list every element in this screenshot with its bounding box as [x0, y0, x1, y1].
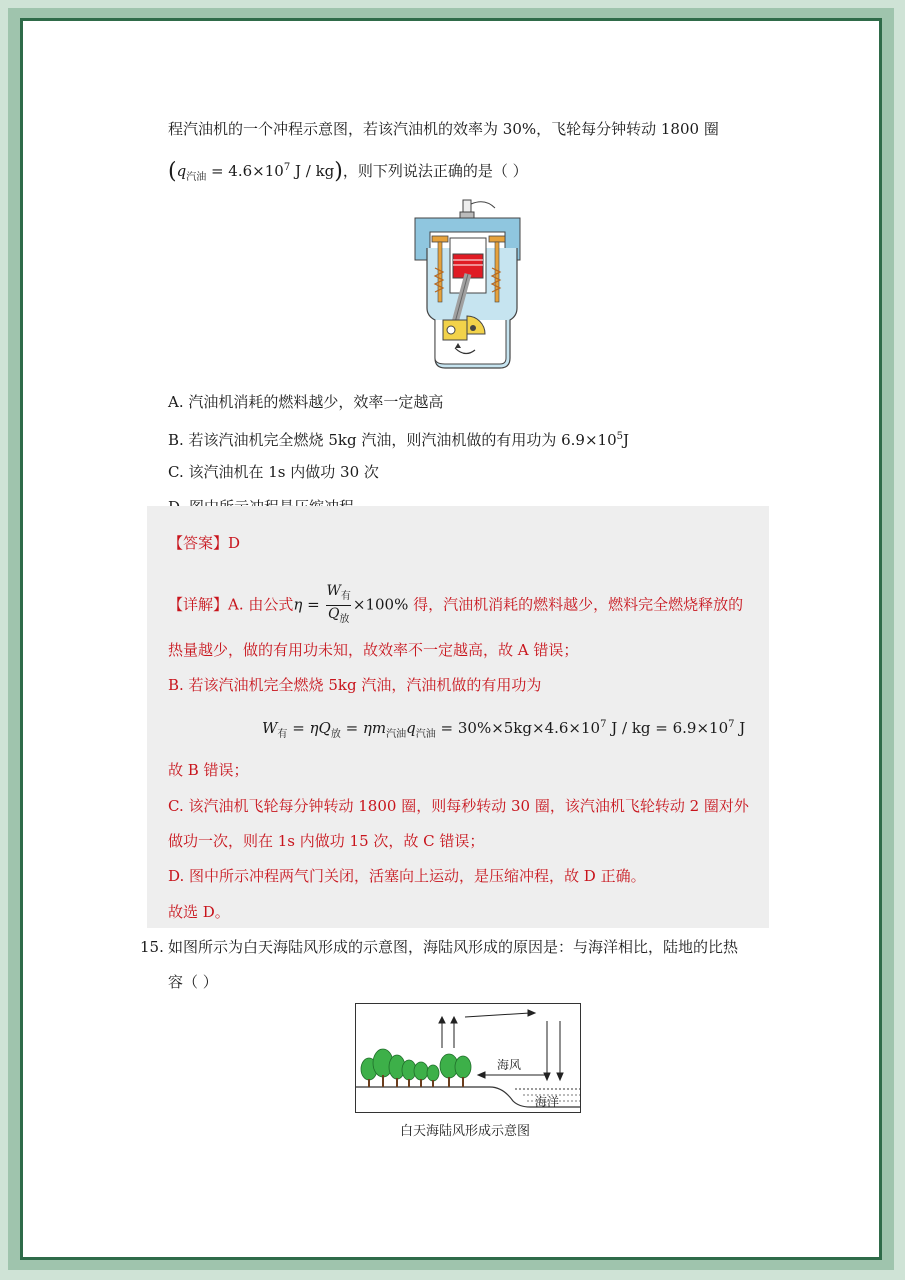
figure-caption: 白天海陆风形成示意图	[400, 1124, 531, 1139]
detail-c-line2: 做功一次，则在 1s 内做功 15 次，故 C 错误；	[168, 832, 485, 850]
detail-a-line1: 【详解】A. 由公式η = $\frac{W_有}{Q_放}$ ×100% 得，汽油机消耗的燃料越少，燃料完全燃烧释放的	[168, 583, 743, 628]
q14-line2: ($q_{汽油} = 4.6\times 10^7$ J / kg)，则下列说法正确的是（ ）	[168, 159, 528, 184]
q14-line1: 程汽油机的一个冲程示意图，若该汽油机的效率为 30%，飞轮每分钟转动 1800 圈	[168, 120, 719, 138]
answer-label: 【答案】D	[168, 534, 241, 552]
option-c: C. 该汽油机在 1s 内做功 30 次	[168, 463, 379, 481]
answer-choose: 故选 D。	[168, 903, 230, 921]
detail-b-line3: 故 B 错误；	[168, 761, 249, 779]
q15-line2: 容（ ）	[168, 973, 218, 991]
q15-number: 15.	[140, 938, 164, 956]
detail-c-line1: C. 该汽油机飞轮每分钟转动 1800 圈，则每秒转动 30 圈，该汽油机飞轮转动 2 圈对外	[168, 797, 749, 815]
detail-a-line2: 热量越少，做的有用功未知，故效率不一定越高，故 A 错误；	[168, 641, 579, 659]
sea-breeze-label: 海风	[497, 1058, 522, 1072]
q15-line1: 如图所示为白天海陆风形成的示意图，海陆风形成的原因是：与海洋相比，陆地的比热	[168, 938, 739, 956]
detail-b-line1: B. 若该汽油机完全燃烧 5kg 汽油，汽油机做的有用功为	[168, 676, 542, 694]
formula-b: $W_有 = \eta Q_放 = \eta m_{汽油}q_{汽油} = 30\%\times 5kg\times 4.6\times 10^7$ J / kg = $6.9\times 10^7$ J	[262, 719, 746, 740]
option-a: A. 汽油机消耗的燃料越少，效率一定越高	[168, 393, 444, 411]
option-b: B. 若该汽油机完全燃烧 5kg 汽油，则汽油机做的有用功为 $6.9\times 10^5J$	[168, 431, 630, 449]
efficiency-fraction: $\frac{W_有}{Q_放}$	[326, 583, 351, 625]
engine-stroke-figure	[405, 198, 535, 373]
sea-breeze-figure	[355, 1003, 581, 1113]
detail-d: D. 图中所示冲程两气门关闭，活塞向上运动，是压缩冲程，故 D 正确。	[168, 867, 646, 885]
sea-label: 海洋	[535, 1095, 560, 1109]
